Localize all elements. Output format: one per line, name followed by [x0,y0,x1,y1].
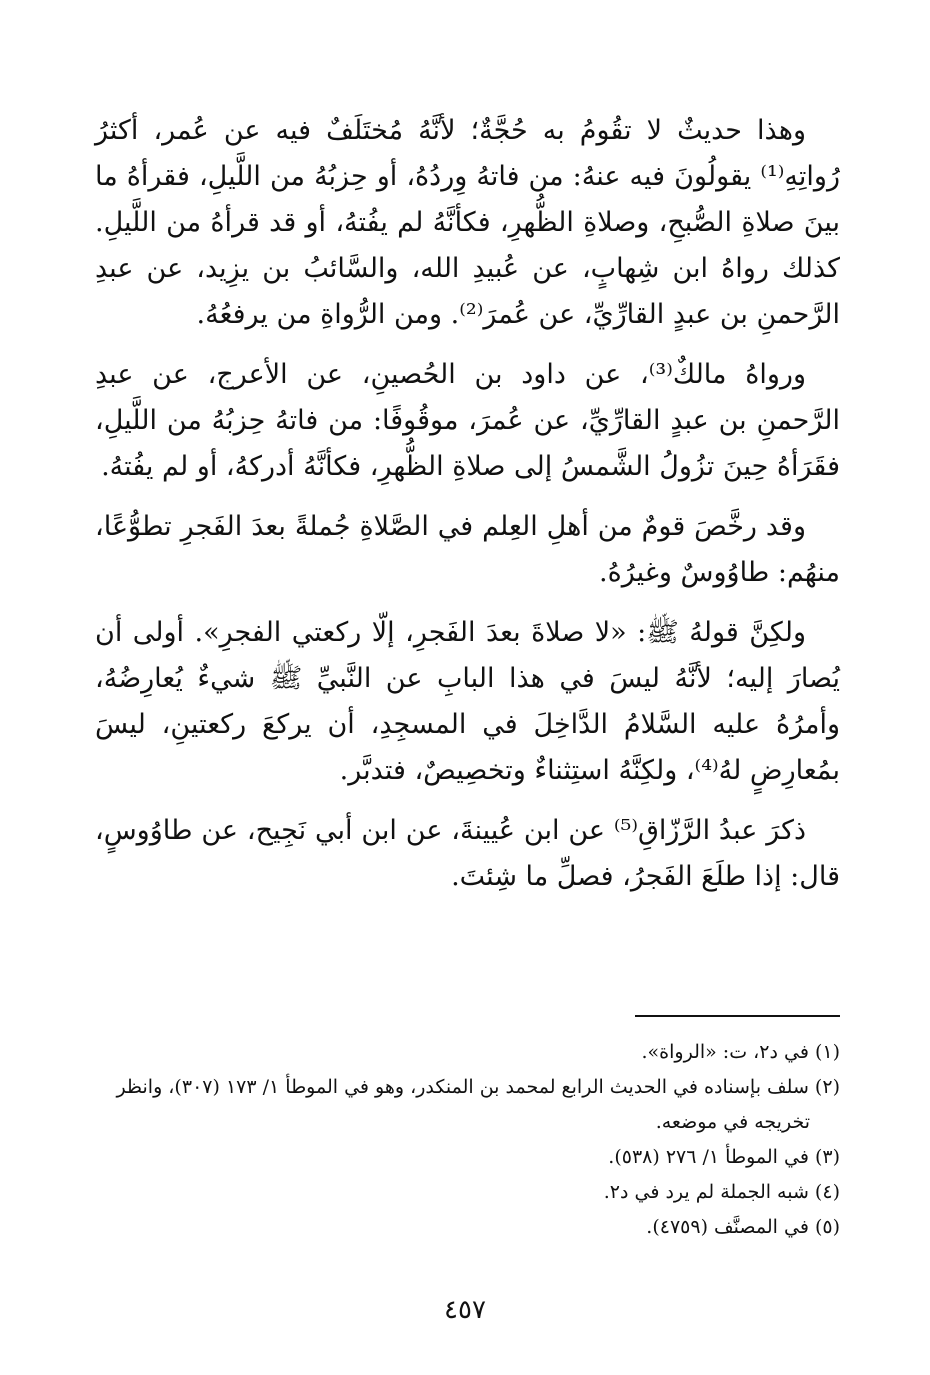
footnotes [95,1035,840,1245]
footnote-1: (١) في د٢، ت: «الرواة». [641,1041,840,1063]
paragraph-3: وقد رخَّصَ قومٌ من أهلِ العِلم في الصَّلاةِ جُملةً بعدَ الفَجرِ تطوُّعًا، منهُم: طاوُوسٌ وغيرُهُ. [95,511,840,588]
footnote-2-continued: تخريجه في موضعه. [655,1111,810,1133]
footnote-3: (٣) في الموطأ ١/ ٢٧٦ (٥٣٨). [608,1146,840,1168]
main-text [95,108,840,914]
page-number: ٤٥٧ [444,1295,486,1325]
paragraph-4: ولكِنَّ قولهُ ﷺ: «لا صلاةَ بعدَ الفَجرِ، إلّا ركعتي الفجرِ». أولى أن يُصارَ إليه؛ لأنَّهُ ليسَ في هذا البابِ عن النَّبيِّ ﷺ شيءٌ يُعارِضُهُ، وأمرُهُ عليه السَّلامُ الدَّاخِلَ في المسجِدِ، أن يركعَ ركعتينِ، ليسَ بمُعارِضٍ لهُ⁽⁴⁾، ولكِنَّهُ استِثناءٌ وتخصِيصٌ، فتدبَّر. [95,617,840,786]
footnote-5: (٥) في المصنَّف (٤٧٥٩). [646,1216,840,1238]
footnote-4: (٤) شبه الجملة لم يرد في د٢. [603,1181,840,1203]
footnote-2: (٢) سلف بإسناده في الحديث الرابع لمحمد بن المنكدر، وهو في الموطأ ١/ ١٧٣ (٣٠٧)، وانظر [116,1076,840,1098]
paragraph-5: ذكرَ عبدُ الرَّزّاقِ⁽⁵⁾ عن ابن عُيينةَ، عن ابن أبي نَجِيح، عن طاوُوسٍ، قال: إذا طلَعَ الفَجرُ، فصلِّ ما شِئتَ. [95,815,840,892]
paragraph-1: وهذا حديثٌ لا تقُومُ به حُجَّةٌ؛ لأنَّهُ مُختَلَفٌ فيه عن عُمر، أكثرُ رُواتِهِ⁽¹⁾ يقولُونَ فيه عنهُ: من فاتهُ وِردُهُ، أو حِزبُهُ من اللَّيلِ، فقرأهُ ما بينَ صلاةِ الصُّبحِ، وصلاةِ الظُّهرِ، فكأنَّهُ لم يفُتهُ، أو قد قرأهُ من اللَّيلِ. كذلك رواهُ ابن شِهابٍ، عن عُبيدِ الله، والسَّائبُ بن يزِيد، عن عبدِ الرَّحمنِ بن عبدٍ القارِّيِّ، عن عُمرَ⁽²⁾. ومن الرُّواةِ من يرفعُهُ. [95,115,840,330]
footnote-separator [635,1015,840,1017]
paragraph-2: ورواهُ مالكٌ⁽³⁾، عن داود بن الحُصينِ، عن الأعرج، عن عبدِ الرَّحمنِ بن عبدٍ القارِّيِّ، عن عُمرَ، موقُوفًا: من فاتهُ حِزبُهُ من اللَّيلِ، فقَرَأهُ حِينَ تزُولُ الشَّمسُ إلى صلاةِ الظُّهرِ، فكأنَّهُ أدركهُ، أو لم يفُتهُ. [95,359,840,482]
